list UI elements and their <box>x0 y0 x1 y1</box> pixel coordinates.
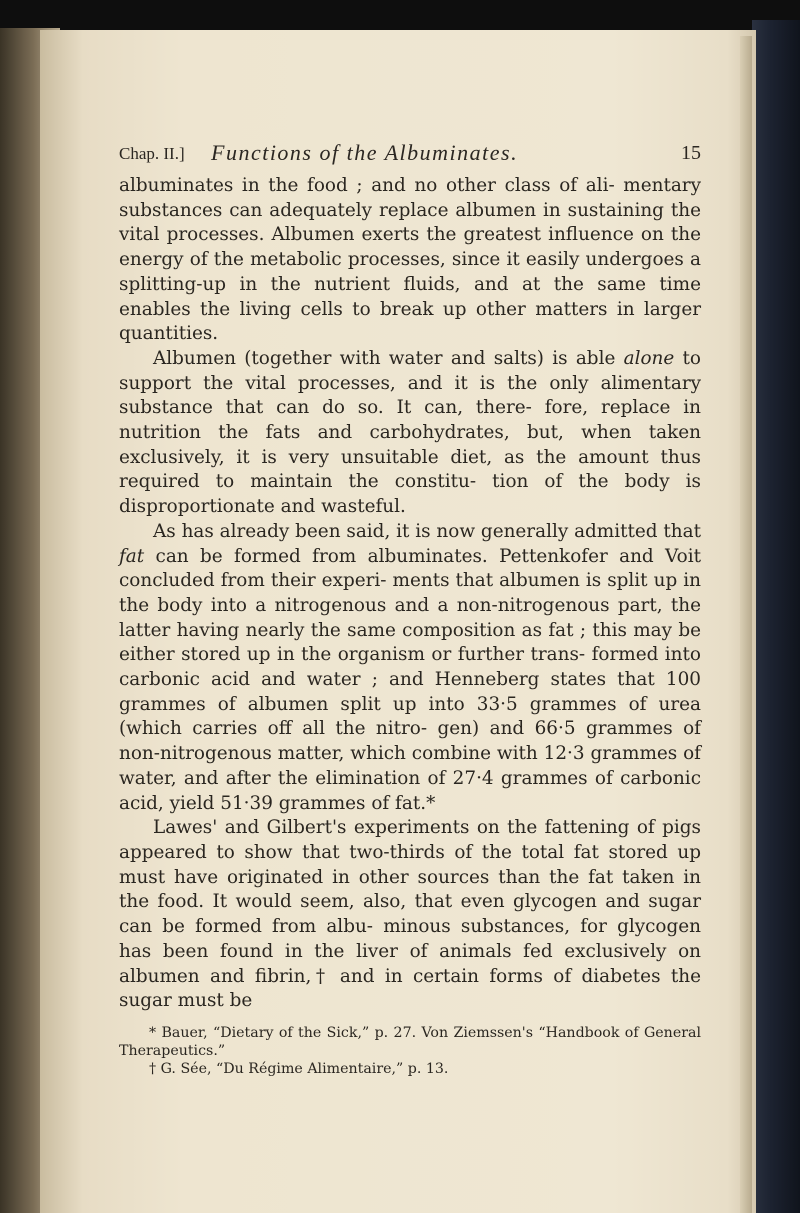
page-edge <box>740 36 752 1213</box>
book-cover-edge <box>752 20 800 1213</box>
paragraph-text: albuminates in the food ; and no other class of ali- mentary substances can adequately replace albumen in sustaining the vital processes. Albumen exerts the greatest influence on the energy of the metabolic processes, since it easily undergoes a splitting-up in the nutrient fluids, and at the same time enables the living cells to break up other matters in larger quantities. <box>119 175 701 345</box>
footnotes <box>119 1024 701 1078</box>
paragraph-text: Lawes' and Gilbert's experiments on the fattening of pigs appeared to show that two-thirds of the total fat stored up must have originated in other sources than the fat taken in the food. It would seem, also, that even glycogen and sugar can be formed from albu- minous substances, for glycogen has been found in the liver of animals fed exclusively on albumen and fibrin,† and in certain forms of diabetes the sugar must be <box>119 817 701 1012</box>
emphasis-fat: fat <box>119 545 145 567</box>
body-text <box>119 174 701 1014</box>
page-text <box>119 140 701 1078</box>
paragraph-2 <box>119 347 701 520</box>
emphasis-alone: alone <box>623 347 675 369</box>
running-title: Functions of the Albuminates. <box>211 140 519 165</box>
paragraph-text: As has already been said, it is now generally admitted that <box>153 520 701 542</box>
paragraph-3 <box>119 520 701 816</box>
paragraph-1 <box>119 174 701 347</box>
footnote-1: * Bauer, “Dietary of the Sick,” p. 27. Von Ziemssen's “Handbook of General Therapeutics.” <box>119 1024 701 1059</box>
paragraph-text: can be formed from albuminates. Pettenkofer and Voit concluded from their experi- ments that albumen is split up in the body into a nitrogenous and a non-nitrogenous part, the latter having nearly the same composition as fat ; this may be either stored up in the organism or further trans- formed into carbonic acid and water ; and Henneberg states that 100 grammes of albumen split up into 33·5 grammes of urea (which carries off all the nitro- gen) and 66·5 grammes of non-nitrogenous matter, which combine with 12·3 grammes of water, and after the elimination of 27·4 grammes of carbonic acid, yield 51·39 grammes of fat.* <box>119 545 701 814</box>
paragraph-4 <box>119 816 701 1014</box>
paragraph-text: Albumen (together with water and salts) is able <box>153 347 624 369</box>
paragraph-text: to support the vital processes, and it is the only alimentary substance that can do so. It can, there- fore, replace in nutrition the fats and carbohydrates, but, when taken exclusively, it is very unsuitable diet, as the amount thus required to maintain the constitu- tion of the body is disproportionate and wasteful. <box>119 347 701 518</box>
page-number: 15 <box>681 142 701 164</box>
chapter-label: Chap. II.] <box>119 144 185 163</box>
footnote-2: † G. Sée, “Du Régime Alimentaire,” p. 13. <box>149 1060 449 1077</box>
running-head <box>119 140 701 174</box>
